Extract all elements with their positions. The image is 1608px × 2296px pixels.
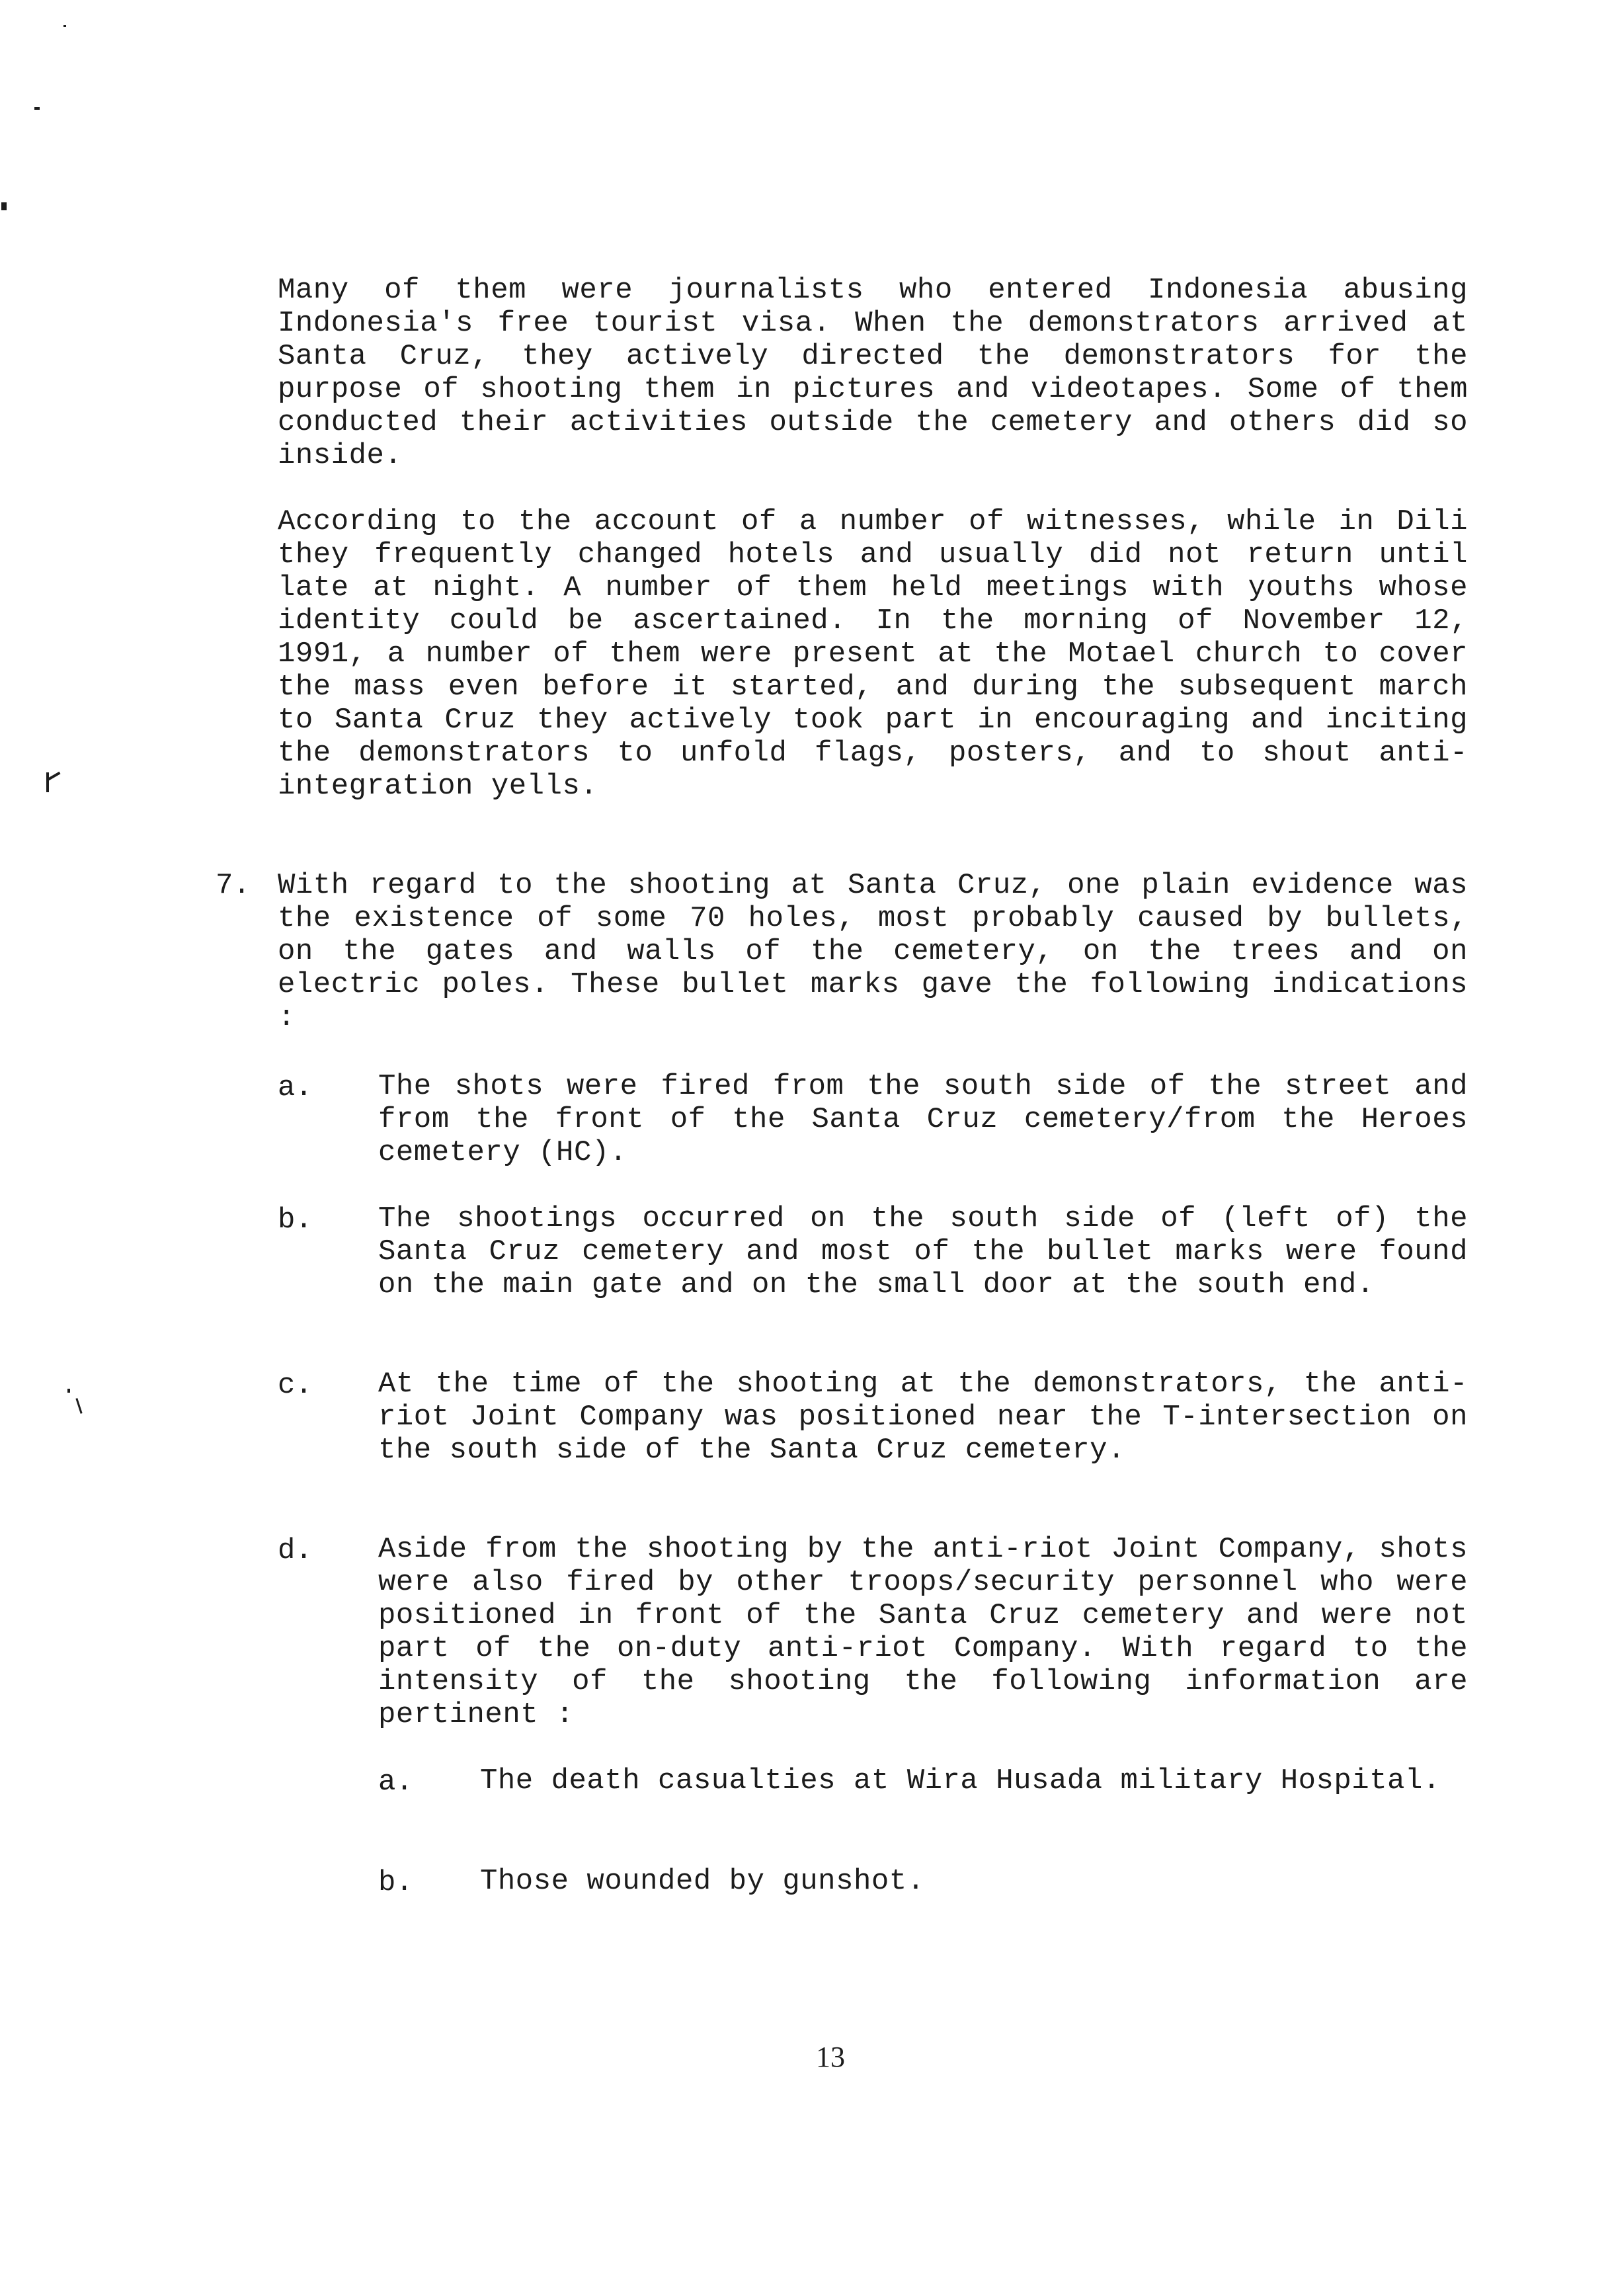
scan-artifact bbox=[1, 202, 7, 210]
indication-b-text: The shootings occurred on the south side of (left of) the Santa Cruz cemetery and most of the bullet marks were found on the main gate and on the small door at the south end. bbox=[378, 1202, 1468, 1301]
indication-a-label: a. bbox=[278, 1071, 313, 1104]
paragraph-journalists: Many of them were journalists who entered Indonesia abusing Indonesia's free tourist visa. When the demonstrators arrived at Santa Cruz, they actively directed the demonstrators for the purpose of shooting them in pictures and videotapes. Some of them conducted their activities outside the cemetery and others did so inside. bbox=[278, 274, 1468, 472]
item-7-number: 7. bbox=[216, 869, 251, 902]
sub-item-a-text: The death casualties at Wira Husada military Hospital. bbox=[480, 1764, 1441, 1797]
paragraph-witnesses: According to the account of a number of witnesses, while in Dili they frequently changed hotels and usually did not return until late at night. A number of them held meetings with youths whose identity could be ascertained. In the morning of November 12, 1991, a number of them were present at the Motael church to cover the mass even before it started, and during the subsequent march to Santa Cruz they actively took part in encouraging and inciting the demonstrators to unfold flags, posters, and to shout anti-integration yells. bbox=[278, 505, 1468, 803]
scan-artifact bbox=[67, 1389, 70, 1393]
indication-a-text: The shots were fired from the south side of the street and from the front of the Santa Cruz cemetery/from the Heroes cemetery (HC). bbox=[378, 1070, 1468, 1169]
indication-b-label: b. bbox=[278, 1204, 313, 1237]
item-7-text: With regard to the shooting at Santa Cruz, one plain evidence was the existence of some 70 holes, most probably caused by bullets, on the gates and walls of the cemetery, on the trees and on electric poles. These bullet marks gave the following indications : bbox=[278, 869, 1468, 1034]
scan-artifact bbox=[46, 772, 49, 792]
page-number: 13 bbox=[816, 2041, 845, 2073]
indication-d-text: Aside from the shooting by the anti-riot Joint Company, shots were also fired by other troops/security personnel who were positioned in front of the Santa Cruz cemetery and were not part of the on-duty anti-riot Company. With regard to the intensity of the shooting the following information are pertinent : bbox=[378, 1533, 1468, 1731]
indication-c-text: At the time of the shooting at the demonstrators, the anti-riot Joint Company was positioned near the T-intersection on the south side of the Santa Cruz cemetery. bbox=[378, 1368, 1468, 1467]
scan-artifact bbox=[75, 1398, 82, 1414]
indication-d-label: d. bbox=[278, 1534, 313, 1567]
sub-item-b-label: b. bbox=[378, 1866, 413, 1899]
scan-artifact bbox=[63, 25, 66, 27]
sub-item-b-text: Those wounded by gunshot. bbox=[480, 1865, 925, 1898]
scan-artifact bbox=[34, 107, 40, 110]
sub-item-a-label: a. bbox=[378, 1766, 413, 1799]
indication-c-label: c. bbox=[278, 1369, 313, 1402]
